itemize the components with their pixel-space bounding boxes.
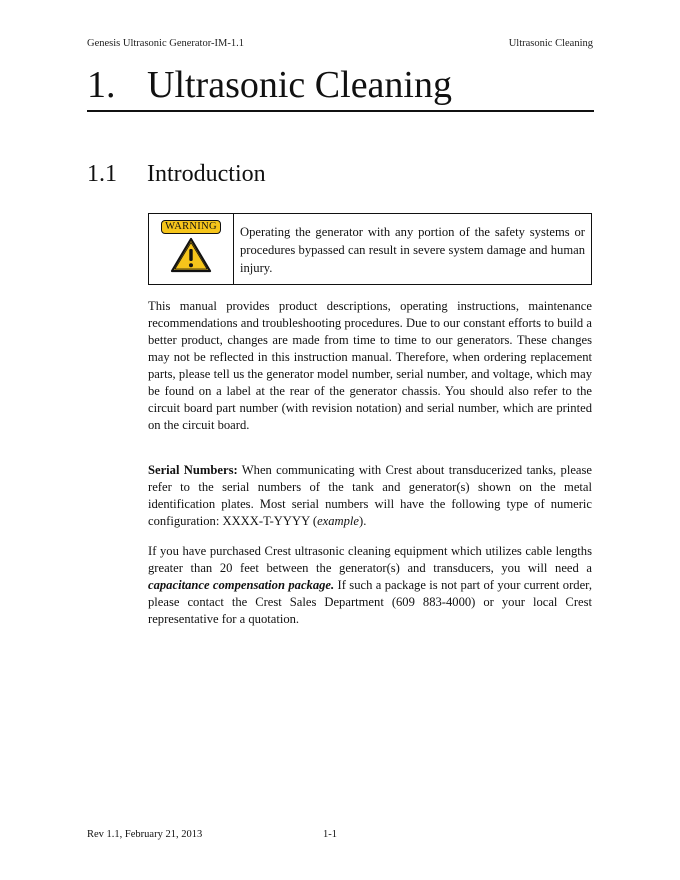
serial-numbers-tail: ). bbox=[359, 514, 367, 528]
warning-text: Operating the generator with any portion of the safety systems or procedures bypassed can result in severe system damage and human injury. bbox=[240, 225, 585, 275]
serial-numbers-text: When communicating with Crest about transducerized tanks, please refer to the serial numbers of the tank and generator(s) shown on the metal identification plates. Most serial numbers will have the following type of numeric configuration: XXXX-T-YYYY ( bbox=[148, 463, 592, 528]
warning-triangle-icon bbox=[170, 237, 212, 273]
running-header-left: Genesis Ultrasonic Generator-IM-1.1 bbox=[87, 38, 244, 49]
serial-numbers-paragraph bbox=[148, 462, 592, 530]
capacitance-emphasis: capacitance compensation package. bbox=[148, 578, 335, 592]
warning-icon-cell bbox=[149, 214, 234, 284]
section-title bbox=[87, 158, 266, 190]
warning-box bbox=[148, 213, 592, 285]
chapter-number: 1. bbox=[87, 64, 116, 106]
footer-page-number: 1-1 bbox=[323, 829, 337, 840]
intro-paragraph: This manual provides product descriptions, operating instructions, maintenance recommendations and troubleshooting procedures. Due to our constant efforts to build a better product, changes are made from time to time to our generators. These changes may not be reflected in this instruction manual. Therefore, when ordering replacement parts, please tell us the generator model number, serial number, and voltage, which may be found on a label at the rear of the generator chassis. You should also refer to the circuit board part number (with revision notation) and serial number, which are printed on the circuit board. bbox=[148, 299, 592, 432]
footer-revision: Rev 1.1, February 21, 2013 bbox=[87, 829, 203, 840]
capacitance-tail: If such a package is not part of your current order, please contact the Crest Sales Department (609 883-4000) or your local Crest representative for a quotation. bbox=[148, 578, 593, 626]
warning-label: WARNING bbox=[161, 220, 221, 234]
capacitance-text: If you have purchased Crest ultrasonic cleaning equipment which utilizes cable lengths greater than 20 feet between the generator(s) and transducers, you will need a bbox=[148, 544, 592, 575]
section-title-text: Introduction bbox=[147, 161, 266, 187]
serial-numbers-lead: Serial Numbers: bbox=[148, 463, 238, 477]
capacitance-paragraph bbox=[148, 543, 592, 628]
chapter-title bbox=[87, 60, 594, 112]
chapter-title-text: Ultrasonic Cleaning bbox=[147, 64, 452, 106]
running-header-right: Ultrasonic Cleaning bbox=[508, 38, 593, 49]
section-number: 1.1 bbox=[87, 161, 117, 187]
serial-numbers-example: example bbox=[317, 514, 360, 528]
